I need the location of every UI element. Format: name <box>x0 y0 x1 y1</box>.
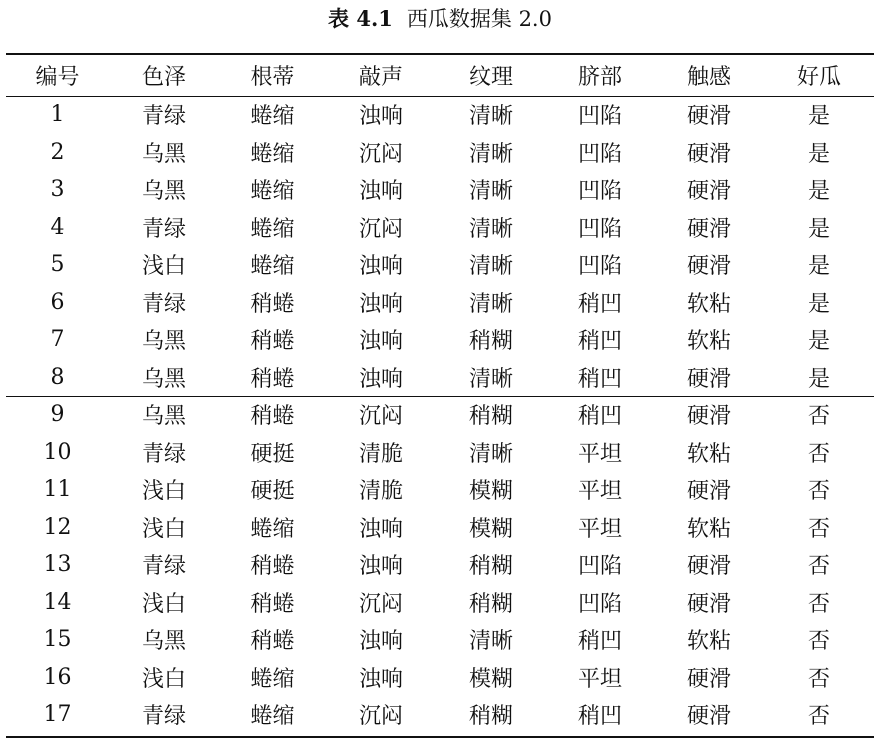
bottom-rule <box>6 736 874 738</box>
table-row <box>6 359 874 397</box>
column-header: 编号 <box>35 65 80 90</box>
table-cell: 浊响 <box>358 666 403 692</box>
table-cell: 蜷缩 <box>250 141 295 167</box>
table-cell: 软粘 <box>686 291 731 317</box>
table-cell: 乌黑 <box>141 329 186 355</box>
table-cell: 否 <box>807 554 830 580</box>
table-cell: 稍凹 <box>577 329 622 355</box>
table-cell: 硬滑 <box>686 704 731 730</box>
table-cell: 硬滑 <box>686 404 731 430</box>
table-cell: 凹陷 <box>577 179 622 205</box>
table-cell: 稍糊 <box>468 704 513 730</box>
table-cell: 10 <box>43 439 72 465</box>
table-cell: 清脆 <box>358 479 403 505</box>
table-cell: 3 <box>50 177 65 203</box>
table-cell: 凹陷 <box>577 216 622 242</box>
table-row <box>6 546 874 584</box>
table-cell: 硬滑 <box>686 366 731 392</box>
table-cell: 9 <box>50 402 65 428</box>
column-header: 纹理 <box>468 65 513 90</box>
table-cell: 8 <box>50 364 65 390</box>
table-cell: 浊响 <box>358 291 403 317</box>
table-row <box>6 696 874 734</box>
table-cell: 浊响 <box>358 366 403 392</box>
table-cell: 否 <box>807 629 830 655</box>
column-header: 好瓜 <box>796 65 841 90</box>
table-cell: 硬挺 <box>250 441 295 467</box>
table-cell: 清晰 <box>468 441 513 467</box>
table-cell: 稍蜷 <box>250 329 295 355</box>
table-cell: 乌黑 <box>141 404 186 430</box>
table-cell: 清晰 <box>468 366 513 392</box>
table-cell: 否 <box>807 441 830 467</box>
table-cell: 凹陷 <box>577 254 622 280</box>
table-cell: 凹陷 <box>577 554 622 580</box>
table-cell: 稍糊 <box>468 591 513 617</box>
table-cell: 13 <box>43 552 72 578</box>
table-caption-label: 表 4.1 <box>328 6 393 31</box>
table-cell: 蜷缩 <box>250 704 295 730</box>
table-cell: 稍糊 <box>468 329 513 355</box>
table-cell: 硬滑 <box>686 479 731 505</box>
table-cell: 稍蜷 <box>250 554 295 580</box>
table-cell: 硬滑 <box>686 554 731 580</box>
table-row <box>6 96 874 134</box>
table-cell: 稍凹 <box>577 404 622 430</box>
table-cell: 浅白 <box>141 666 186 692</box>
header-row <box>6 55 874 96</box>
table-row <box>6 584 874 622</box>
table-cell: 平坦 <box>577 666 622 692</box>
table-cell: 否 <box>807 591 830 617</box>
table-cell: 沉闷 <box>358 704 403 730</box>
table-cell: 是 <box>807 329 830 355</box>
table-cell: 17 <box>43 702 72 728</box>
table-cell: 青绿 <box>141 104 186 130</box>
table-row <box>6 246 874 284</box>
table-row <box>6 171 874 209</box>
table-cell: 凹陷 <box>577 141 622 167</box>
table-cell: 青绿 <box>141 216 186 242</box>
table-cell: 沉闷 <box>358 591 403 617</box>
table-cell: 清晰 <box>468 216 513 242</box>
table-row <box>6 509 874 547</box>
table-cell: 软粘 <box>686 516 731 542</box>
table-cell: 软粘 <box>686 329 731 355</box>
table-cell: 稍糊 <box>468 554 513 580</box>
table-cell: 稍蜷 <box>250 404 295 430</box>
table-cell: 浅白 <box>141 479 186 505</box>
table-row <box>6 659 874 697</box>
table-cell: 沉闷 <box>358 141 403 167</box>
table-cell: 硬滑 <box>686 104 731 130</box>
table-row <box>6 209 874 247</box>
table-cell: 模糊 <box>468 516 513 542</box>
table-cell: 青绿 <box>141 554 186 580</box>
column-header: 脐部 <box>577 65 622 90</box>
table-cell: 是 <box>807 179 830 205</box>
table-cell: 蜷缩 <box>250 216 295 242</box>
table-cell: 清晰 <box>468 104 513 130</box>
table-cell: 软粘 <box>686 629 731 655</box>
table-header <box>6 55 874 96</box>
table-cell: 乌黑 <box>141 141 186 167</box>
table-cell: 稍糊 <box>468 404 513 430</box>
table-cell: 蜷缩 <box>250 179 295 205</box>
column-header: 根蒂 <box>250 65 295 90</box>
table-cell: 清晰 <box>468 291 513 317</box>
table-cell: 乌黑 <box>141 366 186 392</box>
table-cell: 否 <box>807 666 830 692</box>
table-row <box>6 284 874 322</box>
table-cell: 模糊 <box>468 479 513 505</box>
table-cell: 蜷缩 <box>250 104 295 130</box>
table-cell: 11 <box>43 477 72 503</box>
table-cell: 是 <box>807 366 830 392</box>
table-cell: 否 <box>807 404 830 430</box>
table-cell: 是 <box>807 216 830 242</box>
table-cell: 青绿 <box>141 291 186 317</box>
table-cell: 4 <box>50 214 65 240</box>
column-header: 敲声 <box>358 65 403 90</box>
table-cell: 青绿 <box>141 704 186 730</box>
table-cell: 平坦 <box>577 479 622 505</box>
table-row <box>6 621 874 659</box>
table-cell: 否 <box>807 516 830 542</box>
table-cell: 7 <box>50 327 65 353</box>
table-cell: 浊响 <box>358 179 403 205</box>
table-cell: 稍凹 <box>577 291 622 317</box>
table-cell: 硬滑 <box>686 666 731 692</box>
table-cell: 1 <box>50 102 65 128</box>
table-cell: 平坦 <box>577 441 622 467</box>
table-row <box>6 471 874 509</box>
table-cell: 16 <box>43 664 72 690</box>
table-row <box>6 434 874 472</box>
table-cell: 硬挺 <box>250 479 295 505</box>
table-cell: 乌黑 <box>141 179 186 205</box>
table-cell: 清脆 <box>358 441 403 467</box>
table-cell: 稍蜷 <box>250 591 295 617</box>
table-cell: 6 <box>50 289 65 315</box>
table-cell: 清晰 <box>468 179 513 205</box>
table-cell: 浊响 <box>358 629 403 655</box>
table-caption-title: 西瓜数据集 2.0 <box>406 7 552 31</box>
table-cell: 浅白 <box>141 516 186 542</box>
table-body <box>6 96 874 734</box>
table-cell: 硬滑 <box>686 216 731 242</box>
table-cell: 硬滑 <box>686 179 731 205</box>
table-cell: 浅白 <box>141 254 186 280</box>
table-cell: 稍凹 <box>577 704 622 730</box>
watermelon-dataset-table <box>6 55 874 734</box>
table-cell: 稍凹 <box>577 366 622 392</box>
column-header: 触感 <box>686 65 731 90</box>
table-cell: 凹陷 <box>577 104 622 130</box>
table-cell: 平坦 <box>577 516 622 542</box>
table-cell: 稍蜷 <box>250 629 295 655</box>
table-cell: 沉闷 <box>358 404 403 430</box>
table-cell: 是 <box>807 254 830 280</box>
table-cell: 蜷缩 <box>250 516 295 542</box>
table-row <box>6 134 874 172</box>
table-cell: 清晰 <box>468 141 513 167</box>
table-cell: 软粘 <box>686 441 731 467</box>
table-cell: 硬滑 <box>686 254 731 280</box>
table-cell: 2 <box>50 139 65 165</box>
table-cell: 稍蜷 <box>250 366 295 392</box>
table-row <box>6 396 874 434</box>
table-cell: 浊响 <box>358 516 403 542</box>
table-cell: 模糊 <box>468 666 513 692</box>
table-cell: 稍凹 <box>577 629 622 655</box>
table-cell: 15 <box>43 627 72 653</box>
column-header: 色泽 <box>141 65 186 90</box>
table-cell: 乌黑 <box>141 629 186 655</box>
table-cell: 沉闷 <box>358 216 403 242</box>
table-cell: 凹陷 <box>577 591 622 617</box>
table-cell: 硬滑 <box>686 141 731 167</box>
table-cell: 清晰 <box>468 254 513 280</box>
table-cell: 是 <box>807 291 830 317</box>
table-cell: 否 <box>807 479 830 505</box>
table-cell: 是 <box>807 104 830 130</box>
table-cell: 5 <box>50 252 65 278</box>
table-cell: 浊响 <box>358 329 403 355</box>
table-cell: 是 <box>807 141 830 167</box>
table-cell: 青绿 <box>141 441 186 467</box>
table-cell: 浊响 <box>358 554 403 580</box>
table-cell: 浅白 <box>141 591 186 617</box>
table-cell: 稍蜷 <box>250 291 295 317</box>
table-row <box>6 321 874 359</box>
table-cell: 12 <box>43 514 72 540</box>
table-cell: 蜷缩 <box>250 666 295 692</box>
table-cell: 否 <box>807 704 830 730</box>
table-caption <box>0 6 880 32</box>
table-cell: 浊响 <box>358 254 403 280</box>
table-cell: 蜷缩 <box>250 254 295 280</box>
table-cell: 14 <box>43 589 72 615</box>
table-cell: 硬滑 <box>686 591 731 617</box>
table-cell: 清晰 <box>468 629 513 655</box>
table-cell: 浊响 <box>358 104 403 130</box>
